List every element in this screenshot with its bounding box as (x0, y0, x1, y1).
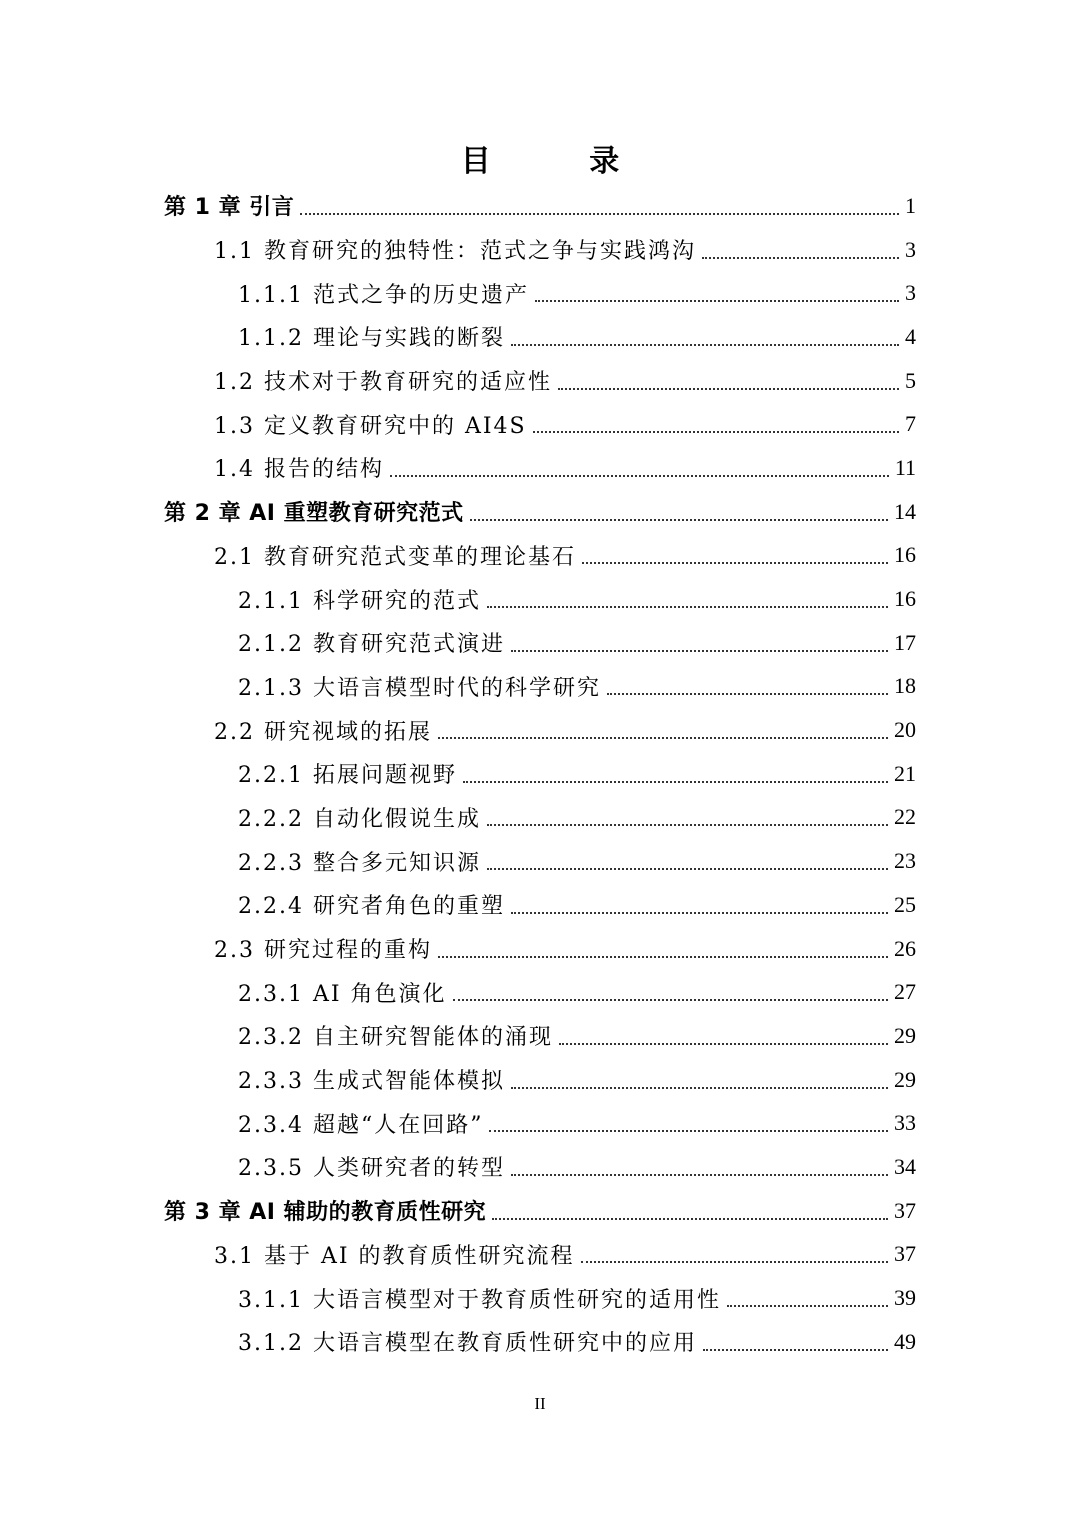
toc-entry-title: 1.1 教育研究的独特性：范式之争与实践鸿沟 (214, 239, 696, 265)
toc-entry-page-number: 20 (894, 717, 916, 743)
dot-leader (511, 1087, 888, 1089)
toc-subsection-entry[interactable] (0, 271, 1080, 315)
toc-section-entry[interactable] (0, 534, 1080, 578)
toc-section-entry[interactable] (0, 927, 1080, 971)
toc-entry-title: 1.1.2 理论与实践的断裂 (238, 326, 505, 352)
dot-leader (702, 257, 899, 259)
dot-leader (582, 562, 888, 564)
toc-section-entry[interactable] (0, 708, 1080, 752)
toc-entry-title: 1.3 定义教育研究中的 AI4S (214, 413, 527, 439)
dot-leader (558, 388, 899, 390)
toc-section-entry[interactable] (0, 359, 1080, 403)
toc-subsection-entry[interactable] (0, 1101, 1080, 1145)
page-title: 目 录 (460, 144, 664, 179)
toc-entry-title: 3.1 基于 AI 的教育质性研究流程 (214, 1243, 575, 1269)
toc-subsection-entry[interactable] (0, 665, 1080, 709)
toc-entry-page-number: 27 (894, 979, 916, 1005)
toc-subsection-entry[interactable] (0, 796, 1080, 840)
toc-subsection-entry[interactable] (0, 883, 1080, 927)
dot-leader (487, 824, 888, 826)
toc-subsection-entry[interactable] (0, 315, 1080, 359)
toc-subsection-entry[interactable] (0, 970, 1080, 1014)
toc-entry-page-number: 14 (894, 498, 916, 524)
toc-section-entry[interactable] (0, 402, 1080, 446)
toc-entry-page-number: 18 (894, 673, 916, 699)
toc-entry-title: 2.3.1 AI 角色演化 (238, 981, 447, 1007)
dot-leader (535, 300, 899, 302)
toc-entry-title: 3.1.2 大语言模型在教育质性研究中的应用 (238, 1331, 697, 1357)
toc-entry-page-number: 21 (894, 760, 916, 786)
toc-entry-title: 第 3 章 AI 辅助的教育质性研究 (164, 1200, 487, 1226)
toc-entry-title: 2.2.4 研究者角色的重塑 (238, 894, 505, 920)
dot-leader (511, 650, 888, 652)
toc-entry-page-number: 37 (894, 1197, 916, 1223)
toc-chapter-entry[interactable] (0, 184, 1080, 228)
toc-entry-title: 2.1.2 教育研究范式演进 (238, 632, 505, 658)
dot-leader (492, 1218, 888, 1220)
toc-entry-title: 第 2 章 AI 重塑教育研究范式 (164, 501, 464, 527)
toc-entry-page-number: 11 (894, 454, 916, 480)
toc-chapter-entry[interactable] (0, 1189, 1080, 1233)
dot-leader (390, 475, 889, 477)
dot-leader (438, 737, 888, 739)
dot-leader (511, 1174, 888, 1176)
toc-entry-title: 2.1.1 科学研究的范式 (238, 588, 481, 614)
toc-entry-title: 2.2 研究视域的拓展 (214, 719, 432, 745)
toc-entry-page-number: 34 (894, 1153, 916, 1179)
table-of-contents (0, 184, 1080, 1364)
toc-entry-title: 2.3.5 人类研究者的转型 (238, 1156, 505, 1182)
toc-section-entry[interactable] (0, 1233, 1080, 1277)
dot-leader (581, 1261, 888, 1263)
toc-subsection-entry[interactable] (0, 752, 1080, 796)
toc-subsection-entry[interactable] (0, 621, 1080, 665)
toc-subsection-entry[interactable] (0, 577, 1080, 621)
toc-entry-page-number: 25 (894, 891, 916, 917)
toc-entry-title: 3.1.1 大语言模型对于教育质性研究的适用性 (238, 1287, 721, 1313)
dot-leader (559, 1043, 888, 1045)
toc-subsection-entry[interactable] (0, 1320, 1080, 1364)
toc-entry-page-number: 17 (894, 629, 916, 655)
toc-subsection-entry[interactable] (0, 1014, 1080, 1058)
toc-entry-page-number: 33 (894, 1110, 916, 1136)
dot-leader (511, 912, 888, 914)
toc-entry-page-number: 4 (905, 323, 916, 349)
toc-entry-page-number: 49 (894, 1328, 916, 1354)
toc-subsection-entry[interactable] (0, 1058, 1080, 1102)
toc-entry-page-number: 22 (894, 804, 916, 830)
toc-entry-title: 2.2.2 自动化假说生成 (238, 806, 481, 832)
toc-entry-page-number: 39 (894, 1285, 916, 1311)
toc-entry-title: 2.1.3 大语言模型时代的科学研究 (238, 675, 601, 701)
dot-leader (487, 868, 888, 870)
dot-leader (607, 693, 888, 695)
toc-entry-page-number: 3 (905, 236, 916, 262)
toc-entry-title: 第 1 章 引言 (164, 195, 295, 221)
dot-leader (453, 999, 888, 1001)
dot-leader (438, 956, 888, 958)
toc-entry-page-number: 26 (894, 935, 916, 961)
dot-leader (470, 519, 888, 521)
toc-entry-page-number: 1 (905, 192, 916, 218)
toc-entry-page-number: 16 (894, 586, 916, 612)
toc-section-entry[interactable] (0, 446, 1080, 490)
toc-entry-title: 1.2 技术对于教育研究的适应性 (214, 370, 552, 396)
dot-leader (300, 213, 899, 215)
toc-entry-page-number: 29 (894, 1066, 916, 1092)
toc-entry-title: 1.4 报告的结构 (214, 457, 384, 483)
toc-subsection-entry[interactable] (0, 839, 1080, 883)
dot-leader (463, 781, 888, 783)
toc-entry-title: 2.2.3 整合多元知识源 (238, 850, 481, 876)
dot-leader (487, 606, 888, 608)
toc-entry-title: 2.3.3 生成式智能体模拟 (238, 1069, 505, 1095)
toc-entry-page-number: 37 (894, 1241, 916, 1267)
toc-entry-title: 2.3 研究过程的重构 (214, 938, 432, 964)
toc-entry-title: 2.3.4 超越“人在回路” (238, 1112, 484, 1138)
toc-entry-title: 2.1 教育研究范式变革的理论基石 (214, 544, 576, 570)
toc-entry-page-number: 7 (905, 411, 916, 437)
toc-subsection-entry[interactable] (0, 1145, 1080, 1189)
dot-leader (489, 1130, 888, 1132)
toc-entry-title: 1.1.1 范式之争的历史遗产 (238, 282, 529, 308)
dot-leader (703, 1349, 888, 1351)
toc-subsection-entry[interactable] (0, 1276, 1080, 1320)
toc-entry-page-number: 23 (894, 848, 916, 874)
toc-section-entry[interactable] (0, 228, 1080, 272)
toc-entry-title: 2.2.1 拓展问题视野 (238, 763, 457, 789)
page-number-footer: II (534, 1394, 546, 1413)
toc-entry-title: 2.3.2 自主研究智能体的涌现 (238, 1025, 553, 1051)
toc-entry-page-number: 5 (905, 367, 916, 393)
dot-leader (511, 344, 899, 346)
toc-entry-page-number: 29 (894, 1022, 916, 1048)
dot-leader (533, 431, 899, 433)
toc-chapter-entry[interactable] (0, 490, 1080, 534)
dot-leader (727, 1305, 888, 1307)
toc-entry-page-number: 3 (905, 280, 916, 306)
toc-entry-page-number: 16 (894, 542, 916, 568)
